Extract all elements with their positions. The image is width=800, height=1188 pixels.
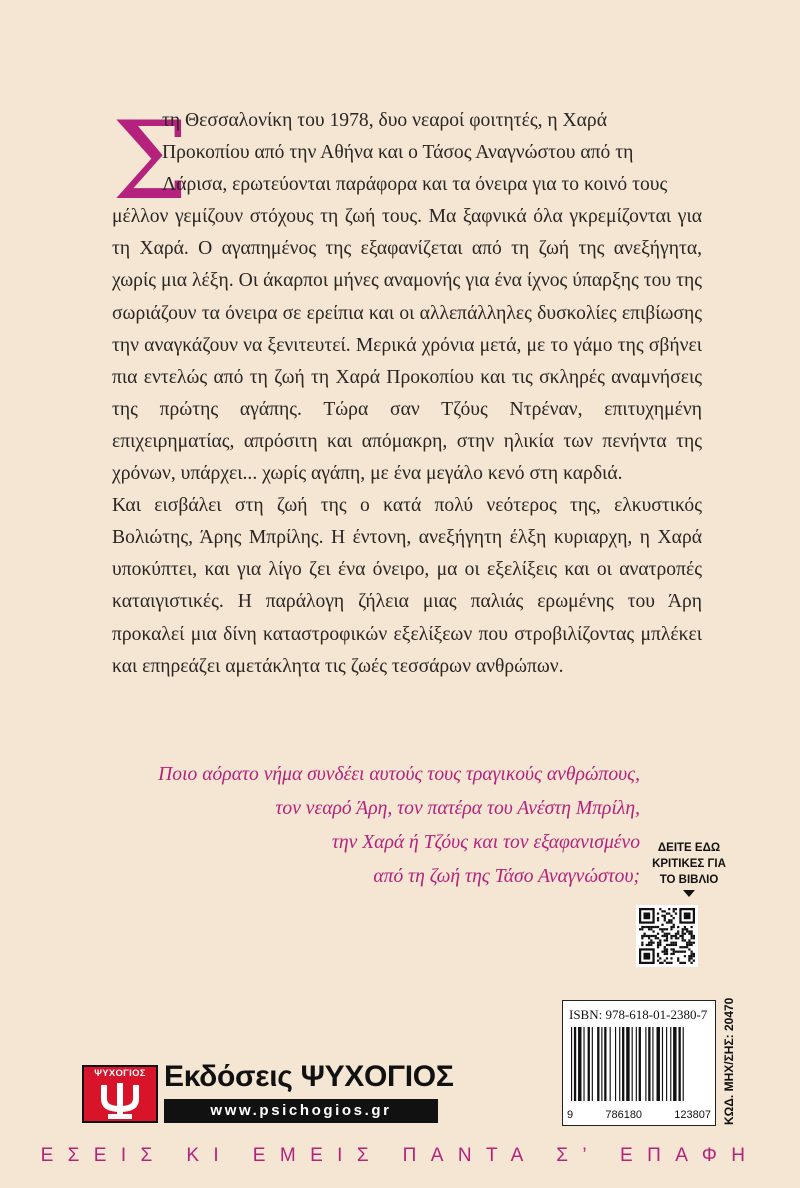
barcode-digits-left: 786180 [605, 1109, 643, 1121]
blurb-line-1: τη Θεσσαλονίκη του 1978, δυο νεαροί φοιτητές, η Χαρά [162, 110, 607, 131]
barcode-digits [567, 1109, 711, 1121]
arrow-down-icon [683, 890, 695, 897]
tagline-line-2: τον νεαρό Άρη, τον πατέρα του Ανέστη Μπρίλη, [275, 798, 640, 819]
blurb-line-2: Προκοπίου από την Αθήνα και ο Τάσος Αναγνώστου από τη [162, 142, 634, 164]
reviews-callout [630, 840, 748, 897]
publisher-name: Εκδόσεις ΨΥΧΟΓΙΟΣ [164, 1060, 454, 1093]
publisher-logo-label: ΨΥΧΟΓΙΟΣ [94, 1068, 146, 1079]
tagline-line-1: Ποιο αόρατο νήμα συνδέει αυτούς τους τραγικούς ανθρώπους, [158, 764, 640, 785]
barcode-bars [569, 1027, 709, 1105]
blurb-paragraph-1-rest: μέλλον γεμίζουν στόχους τη ζωή τους. Μα ξαφνικά όλα γκρεμίζονται για τη Χαρά. Ο αγαπημένος της εξαφανίζεται από τη ζωή της ανεξήγητα, χωρίς μια λέξη. Οι άκαρποι μήνες αναμονής για ένα ίχνος ύπαρξης του της σωριάζουν τα όνειρα σε ερείπια και οι αλλεπάλληλες δυσκολίες επιβίωσης την αναγκάζουν να ξενιτευτεί. Μερικά χρόνια μετά, με το γάμο της σβήνει πια εντελώς από τη ζωή τη Χαρά Προκοπίου και τις σκληρές αναμνήσεις της πρώτης αγάπης. Τώρα σαν Τζόυς Ντρέναν, επιτυχημένη επιχειρηματίας, απρόσιτη και απόμακρη, στην ηλικία των πενήντα της χρόνων, υπάρχει... χωρίς αγάπη, με ένα μεγάλο κενό στη καρδιά. [112, 206, 702, 485]
publisher-website-link[interactable]: www.psichogios.gr [164, 1099, 438, 1123]
isbn-barcode [562, 1000, 716, 1126]
product-code: ΚΩΔ. ΜΗΧ/ΣΗΣ: 20470 [722, 997, 736, 1125]
publisher-logo [82, 1065, 158, 1123]
tagline-question [80, 758, 640, 894]
back-cover-blurb [112, 99, 702, 683]
tagline-line-3: την Χαρά ή Τζόυς και τον εξαφανισμένο [331, 832, 640, 853]
blurb-line-3: Λάρισα, ερωτεύονται παράφορα και τα όνειρα για το κοινό τους [162, 174, 668, 196]
reviews-line-3: ΤΟ ΒΙΒΛΙΟ [659, 874, 719, 886]
reviews-line-1: ΔΕΙΤΕ ΕΔΩ [657, 842, 721, 854]
drop-cap-sigma: Σ [112, 99, 189, 224]
blurb-paragraph-1 [112, 105, 702, 201]
isbn-number: ISBN: 978-618-01-2380-7 [569, 1007, 708, 1022]
barcode-digit-first: 9 [567, 1109, 574, 1121]
barcode-digits-right: 123807 [674, 1109, 711, 1121]
tagline-line-4: από τη ζωή της Τάσο Αναγνώστου; [373, 866, 640, 887]
reviews-line-2: ΚΡΙΤΙΚΕΣ ΓΙΑ [652, 858, 726, 870]
qr-code-image [639, 908, 695, 964]
publisher-slogan: ΕΣΕΙΣ ΚΙ ΕΜΕΙΣ ΠΑΝΤΑ Σ’ ΕΠΑΦΗ [40, 1145, 760, 1166]
psi-icon [84, 1081, 156, 1121]
qr-code[interactable] [636, 905, 698, 967]
blurb-paragraph-2: Και εισβάλει στη ζωή της ο κατά πολύ νεότερος της, ελκυστικός Βολιώτης, Άρης Μπρίλης. Η έντονη, ανεξήγητη έλξη κυριαρχη, η Χαρά υποκύπτει, και για λίγο ζει ένα όνειρο, μα οι εξελίξεις και οι ανατροπές καταιγιστικές. Η παράλογη ζήλεια μιας παλιάς ερωμένης του Άρη προκαλεί μια δίνη καταστροφικών εξελίξεων που στροβιλίζοντας μπλέκει και επηρεάζει αμετάκλητα τις ζωές τεσσάρων ανθρώπων. [112, 495, 702, 677]
